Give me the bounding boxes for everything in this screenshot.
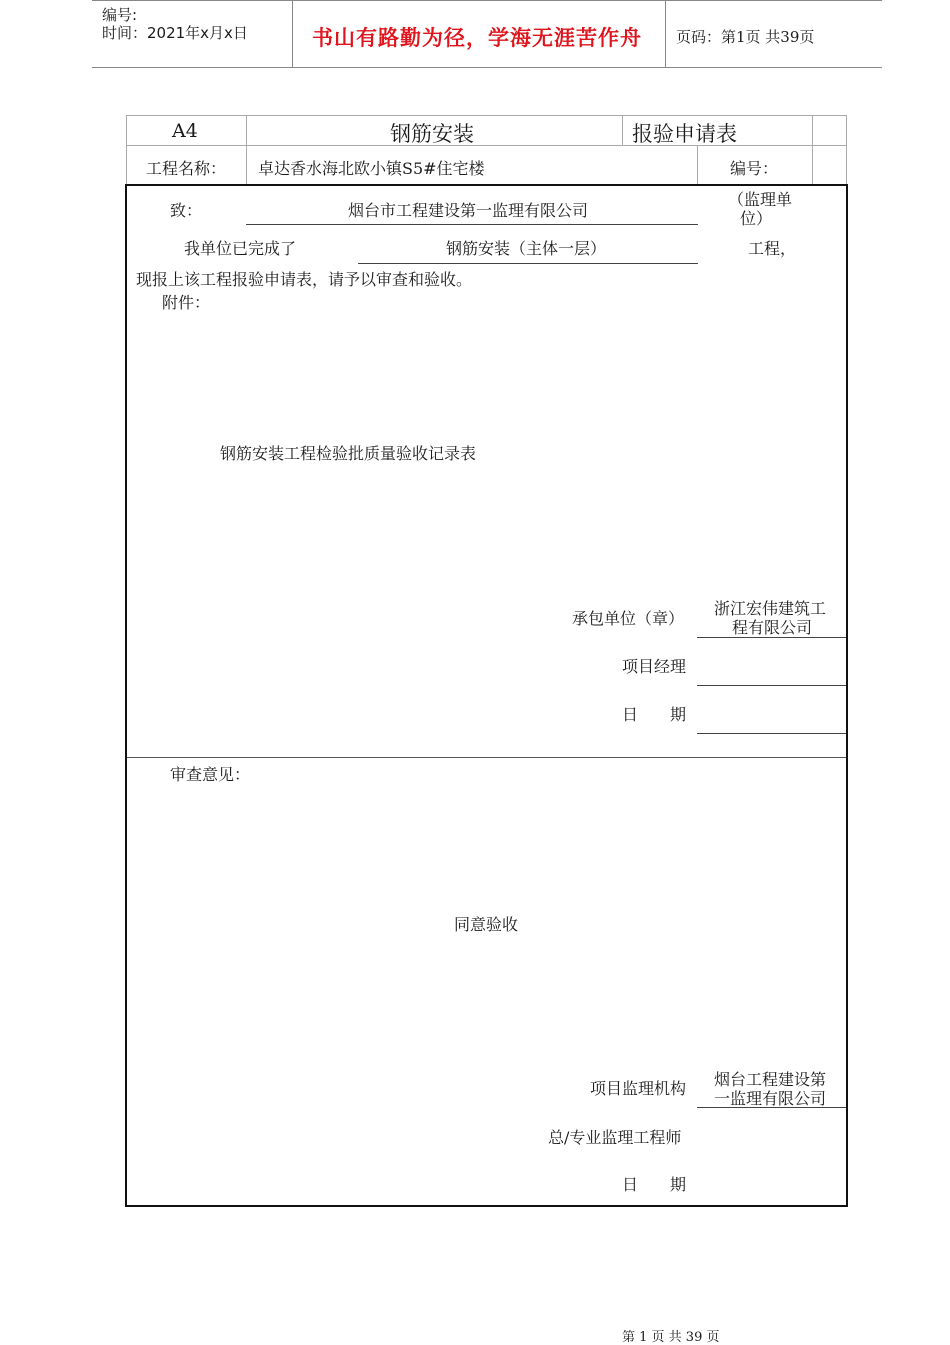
supervisor-org-line1: 烟台工程建设第 — [714, 1070, 827, 1089]
supervisor-org-line2: 一监理有限公司 — [714, 1089, 827, 1108]
engineer-label: 总/专业监理工程师 — [548, 1128, 682, 1147]
pm-label: 项目经理 — [622, 657, 687, 676]
completed-value: 钢筋安装（主体一层） — [446, 239, 607, 258]
supervisor-org-label: 项目监理机构 — [590, 1079, 687, 1098]
form-code: A4 — [172, 120, 198, 142]
page-info: 页码：第1页 共39页 — [676, 28, 815, 46]
to-value: 烟台市工程建设第一监理有限公司 — [348, 201, 589, 220]
form-title-right: 报验申请表 — [632, 122, 737, 146]
attachment-label: 附件： — [162, 293, 211, 312]
to-label: 致： — [170, 201, 203, 220]
project-name-label: 工程名称： — [146, 159, 227, 178]
date-label-2: 日 期 — [622, 1175, 687, 1194]
serial-label: 编号: — [102, 6, 138, 24]
contractor-label: 承包单位（章） — [572, 609, 685, 628]
form-title-left: 钢筋安装 — [390, 122, 474, 146]
contractor-value-line2: 程有限公司 — [732, 618, 813, 637]
completed-suffix: 工程， — [748, 239, 797, 258]
attachment-value: 钢筋安装工程检验批质量验收记录表 — [220, 444, 477, 463]
project-name-value: 卓达香水海北欧小镇S5#住宅楼 — [258, 159, 485, 178]
review-label: 审查意见： — [170, 765, 251, 784]
to-suffix-line1: （监理单 — [728, 190, 793, 209]
number-label: 编号： — [730, 159, 779, 178]
date-label: 日 期 — [622, 705, 687, 724]
time-label: 时间：2021年x月x日 — [102, 24, 248, 42]
statement: 现报上该工程报验申请表，请予以审查和验收。 — [136, 270, 473, 289]
motto: 书山有路勤为径，学海无涯苦作舟 — [312, 26, 642, 50]
contractor-value-line1: 浙江宏伟建筑工 — [714, 599, 827, 618]
completed-label: 我单位已完成了 — [184, 239, 297, 258]
footer-page: 第 1 页 共 39 页 — [622, 1330, 720, 1345]
to-suffix-line2: 位） — [740, 209, 773, 228]
review-value: 同意验收 — [454, 915, 519, 934]
